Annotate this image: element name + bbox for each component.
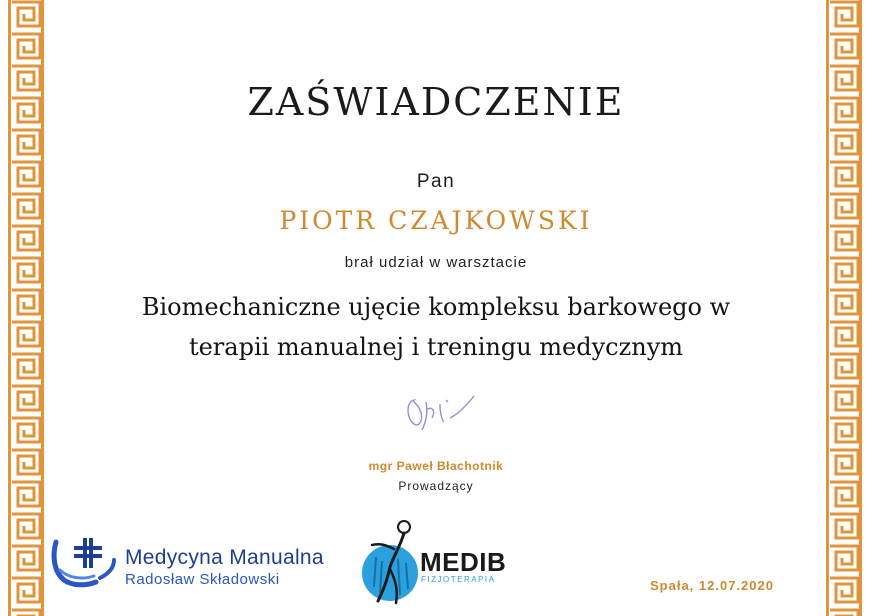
- salutation: Pan: [416, 171, 456, 192]
- medib-name: MEDIB: [420, 547, 507, 577]
- place-date: Spała, 12.07.2020: [650, 578, 774, 593]
- participation-text: brał udział w warsztacie: [344, 254, 528, 271]
- hands-cross-icon: [50, 534, 118, 595]
- certificate-title: ZAŚWIADCZENIE: [247, 80, 625, 124]
- instructor-name: mgr Paweł Błachotnik: [368, 459, 504, 473]
- recipient-name: PIOTR CZAJKOWSKI: [279, 206, 593, 235]
- course-title-line-1: Biomechaniczne ujęcie kompleksu barkowego w: [141, 293, 731, 321]
- medib-subtitle: FIZJOTERAPIA: [421, 575, 496, 584]
- medycyna-manualna-person: Radosław Składowski: [125, 571, 280, 588]
- instructor-role: Prowadzący: [398, 479, 474, 493]
- signature: [400, 388, 490, 443]
- medycyna-manualna-name: Medycyna Manualna: [125, 546, 324, 569]
- figure-circle-icon: [360, 515, 424, 612]
- course-title: [0, 287, 872, 367]
- course-title-line-2: terapii manualnej i treningu medycznym: [188, 333, 684, 361]
